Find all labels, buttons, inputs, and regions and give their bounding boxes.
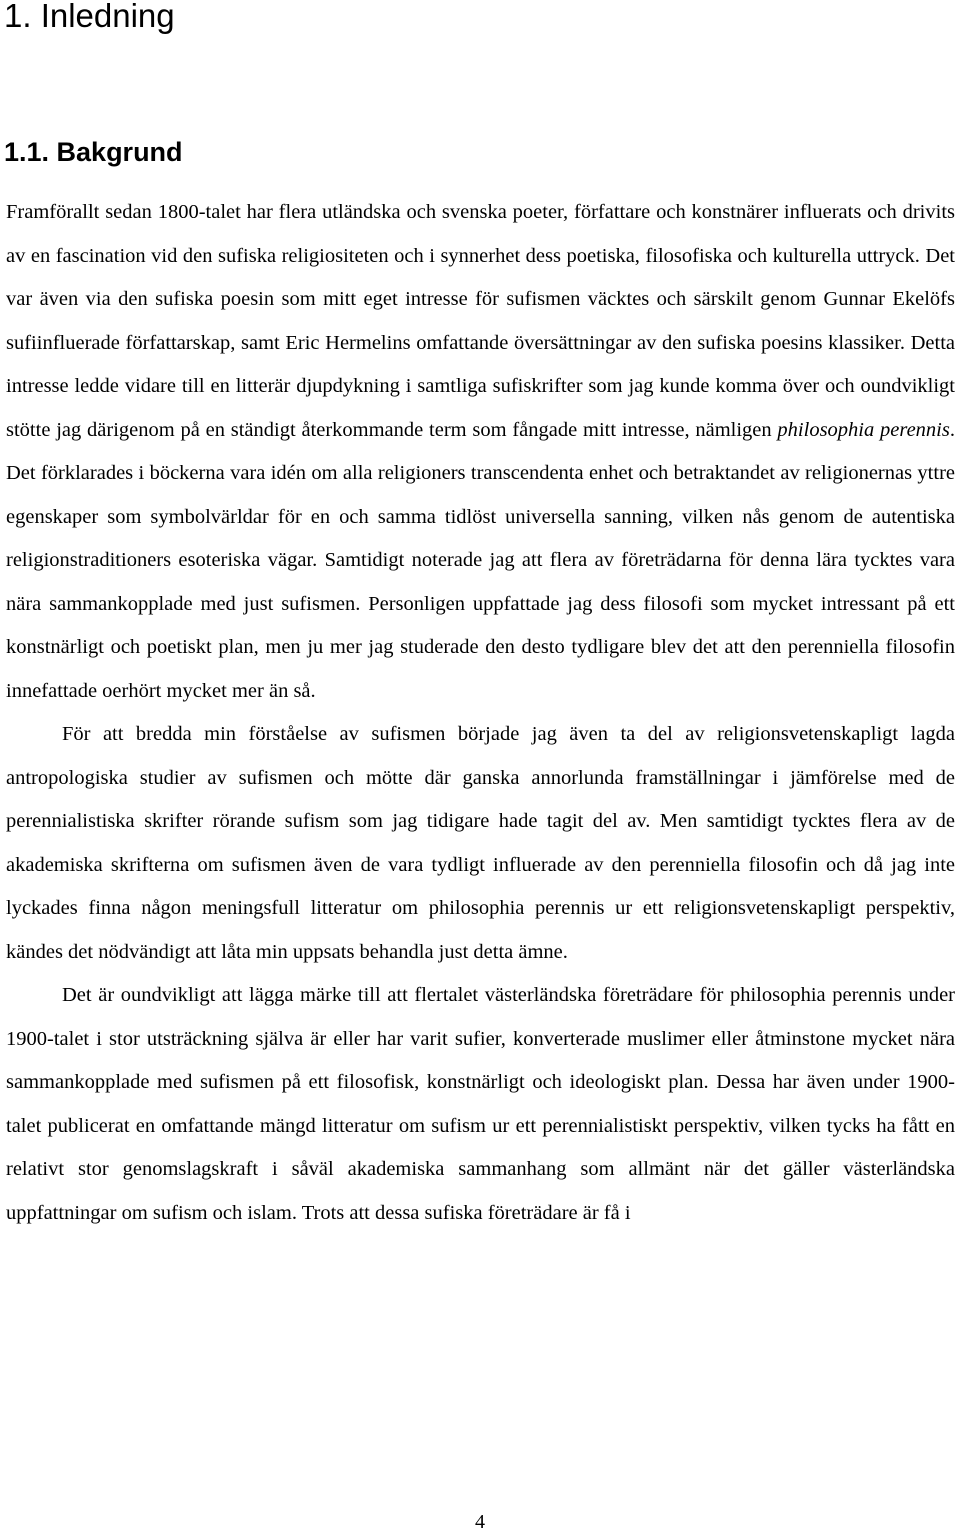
paragraph-1-text-end: . Det förklarades i böckerna vara idén om alla religioners transcendenta enhet och betraktandet av religionernas yttre egenskaper som symbolvärldar för en och samma tidlöst universella sanning, vilken nås genom de autentiska religionstraditioners esoteriska vägar. Samtidigt noterade jag att flera av företrädarna för denna lära tycktes vara nära sammankopplade med just sufismen. Personligen uppfattade jag dess filosofi som mycket intressant på ett konstnärligt och poetiskt plan, men ju mer jag studerade den desto tydligare blev det att den perenniella filosofin innefattade oerhört mycket mer än så. xyxy=(6,418,955,702)
chapter-heading: 1. Inledning xyxy=(4,0,175,34)
body-text xyxy=(6,191,955,1235)
paragraph-1 xyxy=(6,191,955,713)
paragraph-3: Det är oundvikligt att lägga märke till att flertalet västerländska företrädare för philosophia perennis under 1900-talet i stor utsträckning själva är eller har varit sufier, konverterade muslimer eller åtminstone mycket nära sammankopplade med sufismen på ett filosofisk, konstnärligt och ideologiskt plan. Dessa har även under 1900-talet publicerat en omfattande mängd litteratur om sufism ur ett perennialistiskt perspektiv, vilken tycks ha fått en relativt stor genomslagskraft i såväl akademiska sammanhang som allmänt när det gäller västerländska uppfattningar om sufism och islam. Trots att dessa sufiska företrädare är få i xyxy=(6,984,955,1224)
page-number: 4 xyxy=(475,1511,485,1533)
term-emphasis: philosophia perennis xyxy=(777,418,950,441)
paragraph-1-text-start: Framförallt sedan 1800-talet har flera utländska och svenska poeter, författare och konstnärer influerats och drivits av en fascination vid den sufiska religiositeten och i synnerhet dess poetiska, filosofiska och kulturella uttryck. Det var även via den sufiska poesin som mitt eget intresse för sufismen väcktes och särskilt genom Gunnar Ekelöfs sufiinfluerade författarskap, samt Eric Hermelins omfattande översättningar av den sufiska poesins klassiker. Detta intresse ledde vidare till en litterär djupdykning i samtliga sufiskrifter som jag kunde komma över och oundvikligt stötte jag därigenom på en ständigt återkommande term som fångade mitt intresse, nämligen xyxy=(6,201,955,441)
section-heading: 1.1. Bakgrund xyxy=(4,137,183,167)
paragraph-2: För att bredda min förståelse av sufismen började jag även ta del av religionsvetenskapligt lagda antropologiska studier av sufismen och mötte där ganska annorlunda framställningar i jämförelse med de perennialistiska skrifter rörande sufism som jag tidigare hade tagit del av. Men samtidigt tycktes flera av de akademiska skrifterna om sufismen även de vara tydligt influerade av den perenniella filosofin och då jag inte lyckades finna någon meningsfull litteratur om philosophia perennis ur ett religionsvetenskapligt perspektiv, kändes det nödvändigt att låta min uppsats behandla just detta ämne. xyxy=(6,723,955,963)
